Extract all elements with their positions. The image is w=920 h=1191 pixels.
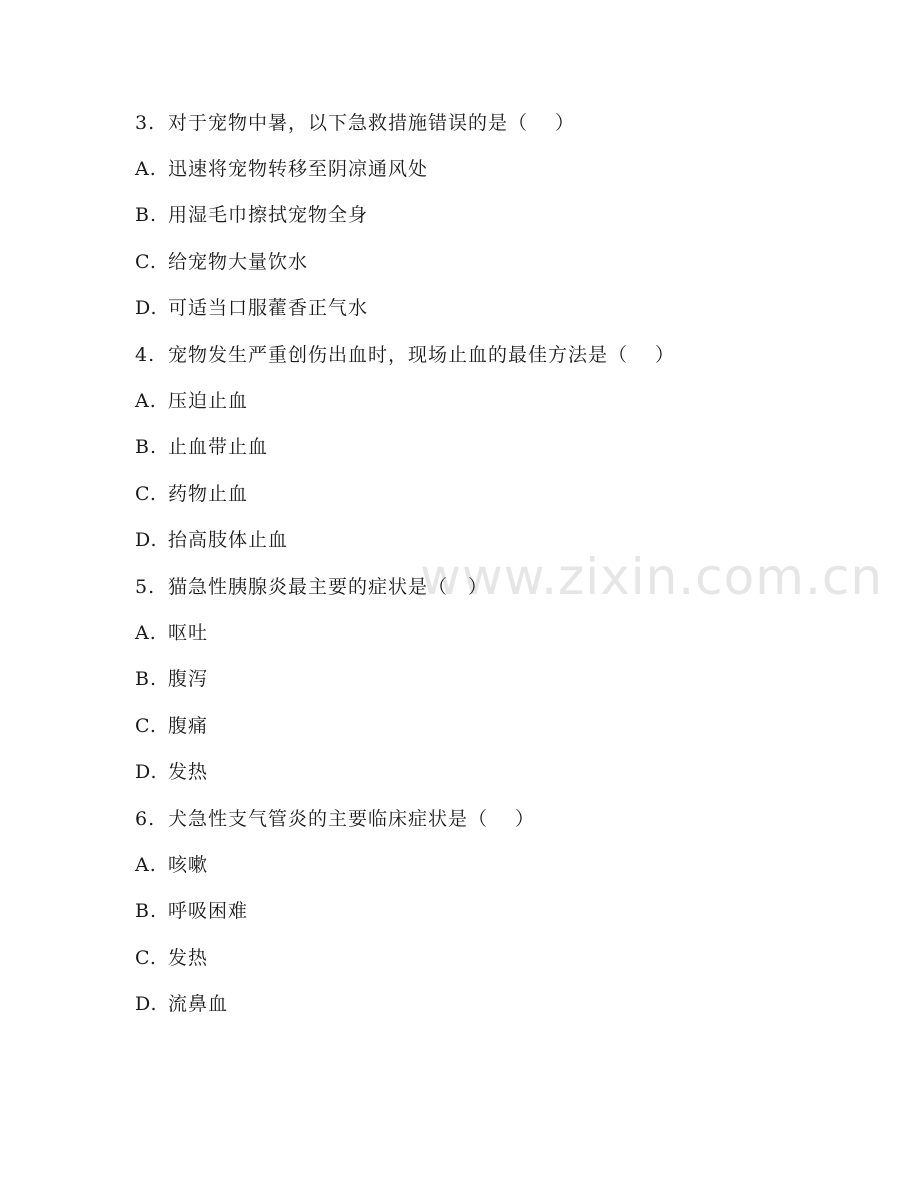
- option-text: 止血带止血: [168, 436, 269, 458]
- question-number: 5.: [135, 576, 156, 598]
- option-text: 迅速将宠物转移至阴凉通风处: [168, 158, 429, 180]
- option-6d: [135, 989, 228, 1019]
- question-number: 6.: [135, 808, 156, 830]
- option-letter: D.: [135, 761, 158, 783]
- option-3b: [135, 200, 368, 230]
- option-letter: C.: [135, 483, 157, 505]
- question-3: [135, 108, 575, 138]
- option-text: 发热: [168, 761, 209, 783]
- option-4c: [135, 479, 248, 509]
- option-5d: [135, 757, 208, 787]
- option-4b: [135, 432, 268, 462]
- option-6a: [135, 850, 208, 880]
- option-letter: C.: [135, 251, 157, 273]
- option-text: 可适当口服藿香正气水: [168, 297, 369, 319]
- option-6b: [135, 896, 248, 926]
- option-4a: [135, 386, 248, 416]
- option-3d: [135, 293, 368, 323]
- option-letter: D.: [135, 529, 158, 551]
- option-letter: C.: [135, 947, 157, 969]
- option-text: 呕吐: [168, 622, 209, 644]
- option-text: 流鼻血: [168, 993, 229, 1015]
- option-text: 用湿毛巾擦拭宠物全身: [168, 204, 369, 226]
- option-letter: B.: [135, 900, 158, 922]
- option-letter: D.: [135, 993, 158, 1015]
- option-6c: [135, 943, 208, 973]
- question-number: 4.: [135, 344, 156, 366]
- option-text: 抬高肢体止血: [168, 529, 289, 551]
- option-text: 给宠物大量饮水: [168, 251, 309, 273]
- question-text: 犬急性支气管炎的主要临床症状是（ ）: [168, 808, 536, 830]
- question-text: 宠物发生严重创伤出血时，现场止血的最佳方法是（ ）: [168, 344, 676, 366]
- option-3a: [135, 154, 428, 184]
- option-letter: A.: [135, 158, 157, 180]
- option-4d: [135, 525, 288, 555]
- question-5: [135, 572, 488, 602]
- option-letter: B.: [135, 204, 158, 226]
- option-text: 咳嗽: [168, 854, 209, 876]
- option-letter: A.: [135, 622, 157, 644]
- option-text: 腹痛: [168, 715, 209, 737]
- question-6: [135, 804, 535, 834]
- question-text: 猫急性胰腺炎最主要的症状是（ ）: [168, 576, 489, 598]
- option-5b: [135, 664, 208, 694]
- question-number: 3.: [135, 112, 156, 134]
- option-letter: B.: [135, 668, 158, 690]
- question-text: 对于宠物中暑，以下急救措施错误的是（ ）: [168, 112, 576, 134]
- option-5a: [135, 618, 208, 648]
- option-letter: A.: [135, 854, 157, 876]
- option-text: 药物止血: [168, 483, 249, 505]
- watermark: www.zixin.com.cn: [420, 548, 884, 606]
- option-letter: D.: [135, 297, 158, 319]
- option-text: 压迫止血: [168, 390, 249, 412]
- option-letter: A.: [135, 390, 157, 412]
- option-5c: [135, 711, 208, 741]
- option-letter: C.: [135, 715, 157, 737]
- question-4: [135, 340, 675, 370]
- option-text: 发热: [168, 947, 209, 969]
- option-letter: B.: [135, 436, 158, 458]
- option-text: 腹泻: [168, 668, 209, 690]
- option-text: 呼吸困难: [168, 900, 249, 922]
- option-3c: [135, 247, 308, 277]
